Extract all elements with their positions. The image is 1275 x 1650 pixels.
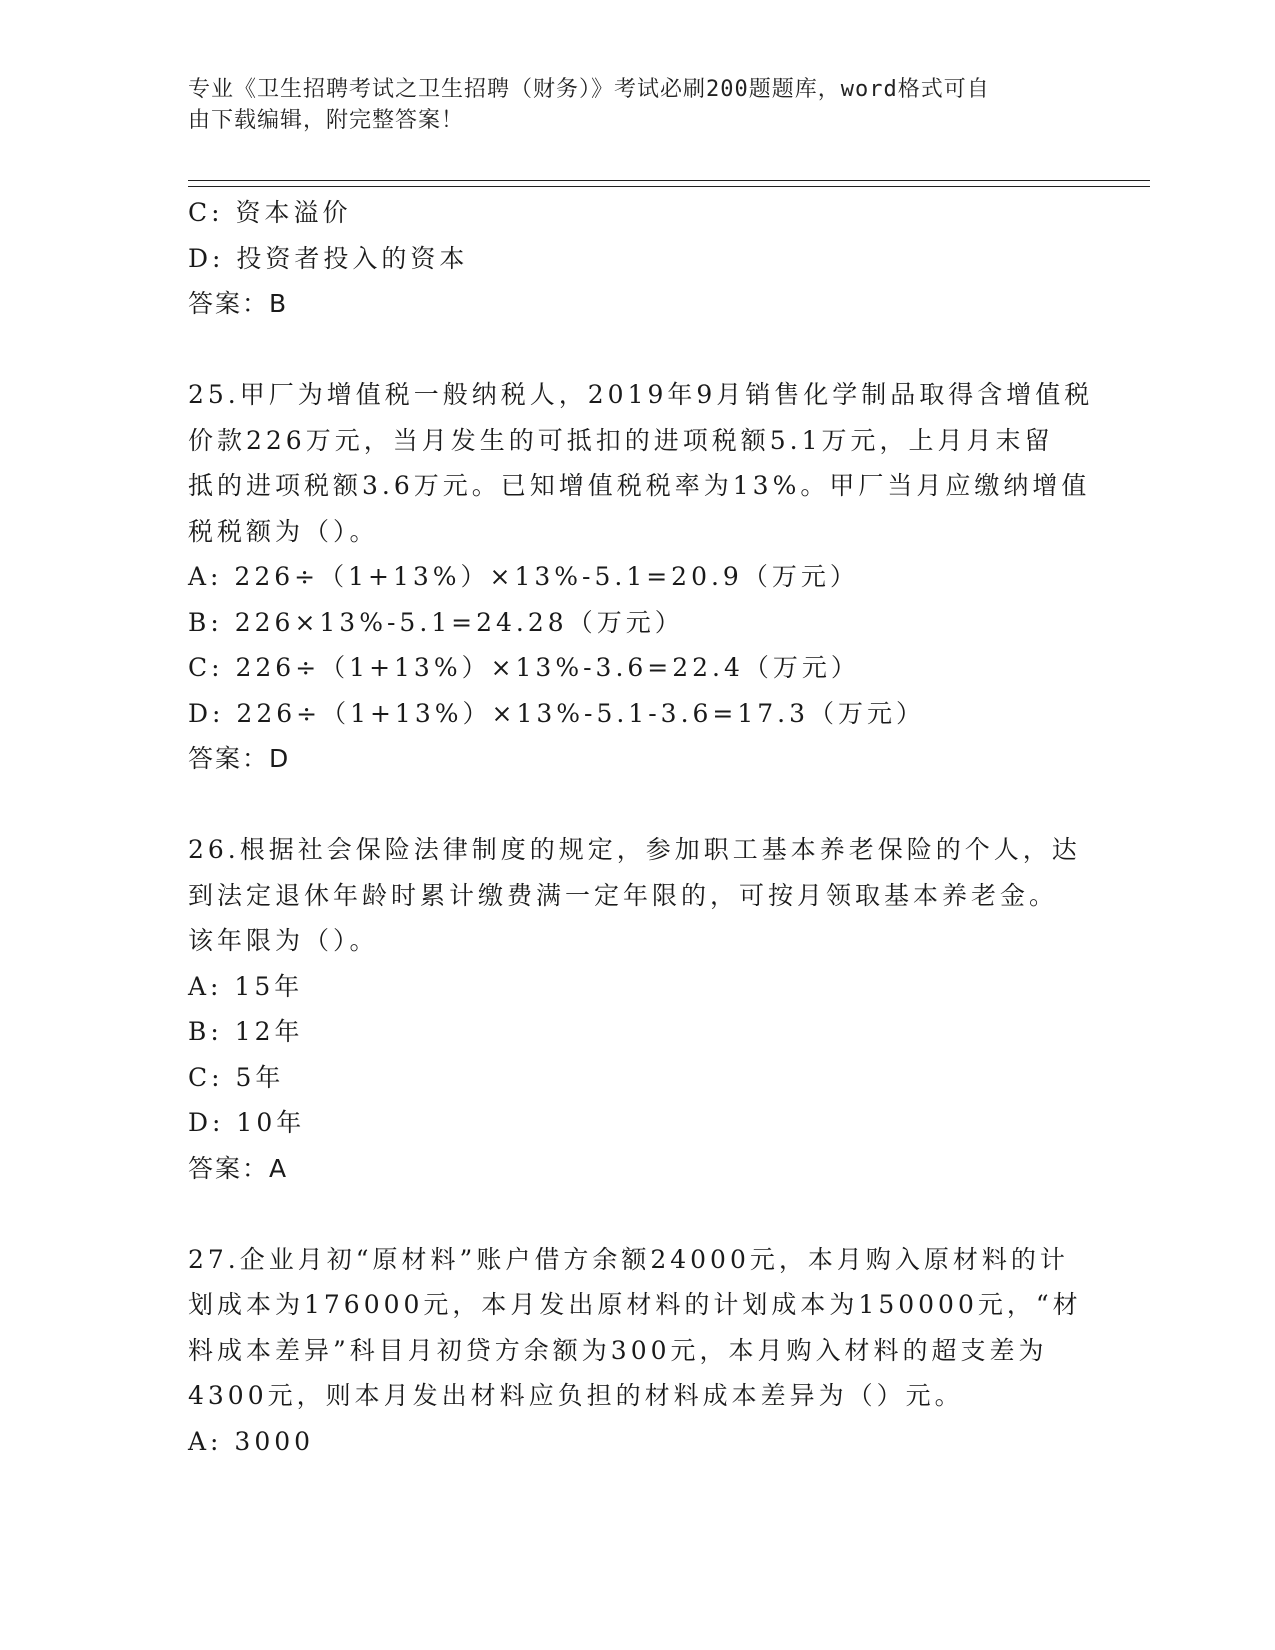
q25-option-c: C: 226÷（1+13%）×13%-3.6=22.4（万元） [188,653,860,682]
question-26 [188,827,1088,1191]
q25-option-d: D: 226÷（1+13%）×13%-5.1-3.6=17.3（万元） [188,698,926,728]
q26-stem-line: 26.根据社会保险法律制度的规定，参加职工基本养老保险的个人，达 [188,835,1081,864]
q27-stem-line: 划成本为176000元，本月发出原材料的计划成本为150000元，“材 [188,1290,1082,1319]
header-divider-bottom [188,186,1150,187]
q27-stem-line: 料成本差异”科目月初贷方余额为300元，本月购入材料的超支差为 [188,1335,1048,1365]
q26-option-d: D: 10年 [188,1108,306,1137]
q27-option-a: A: 3000 [188,1426,315,1456]
spacer [188,782,1088,828]
question-27 [188,1237,1088,1465]
header-line-2: 由下载编辑，附完整答案！ [188,108,465,133]
q26-answer: 答案：A [188,1153,289,1183]
q27-stem-line: 4300元，则本月发出材料应负担的材料成本差异为（）元。 [188,1381,964,1410]
q26-option-c: C: 5年 [188,1062,285,1092]
q26-option-b: B: 12年 [188,1017,304,1046]
header-divider-top [188,180,1150,181]
q27-stem-line: 27.企业月初“原材料”账户借方余额24000元，本月购入原材料的计 [188,1244,1069,1274]
spacer [188,327,1088,373]
q26-option-a: A: 15年 [188,971,304,1001]
document-header [188,74,1068,136]
q25-option-b: B: 226×13%-5.1=24.28（万元） [188,607,684,637]
q25-option-a: A: 226÷（1+13%）×13%-5.1=20.9（万元） [188,562,859,591]
spacer [188,1191,1088,1237]
q26-stem-line: 到法定退休年龄时累计缴费满一定年限的，可按月领取基本养老金。 [188,880,1059,910]
q25-stem-line: 抵的进项税额3.6万元。已知增值税税率为13%。甲厂当月应缴纳增值 [188,471,1091,500]
question-25 [188,372,1094,782]
prev-option-d: D: 投资者投入的资本 [188,243,469,273]
question-content [188,190,1094,1464]
q25-stem-line: 价款226万元，当月发生的可抵扣的进项税额5.1万元，上月月末留 [188,425,1054,455]
q26-stem-line: 该年限为（）。 [188,926,379,955]
header-line-1: 专业《卫生招聘考试之卫生招聘（财务）》考试必刷200题题库，word格式可自 [188,77,990,102]
q25-stem-line: 25.甲厂为增值税一般纳税人，2019年9月销售化学制品取得含增值税 [188,380,1094,409]
prev-option-c: C: 资本溢价 [188,198,352,227]
prev-answer: 答案：B [188,289,289,318]
q25-answer: 答案：D [188,744,291,773]
q25-stem-line: 税税额为（）。 [188,516,379,546]
